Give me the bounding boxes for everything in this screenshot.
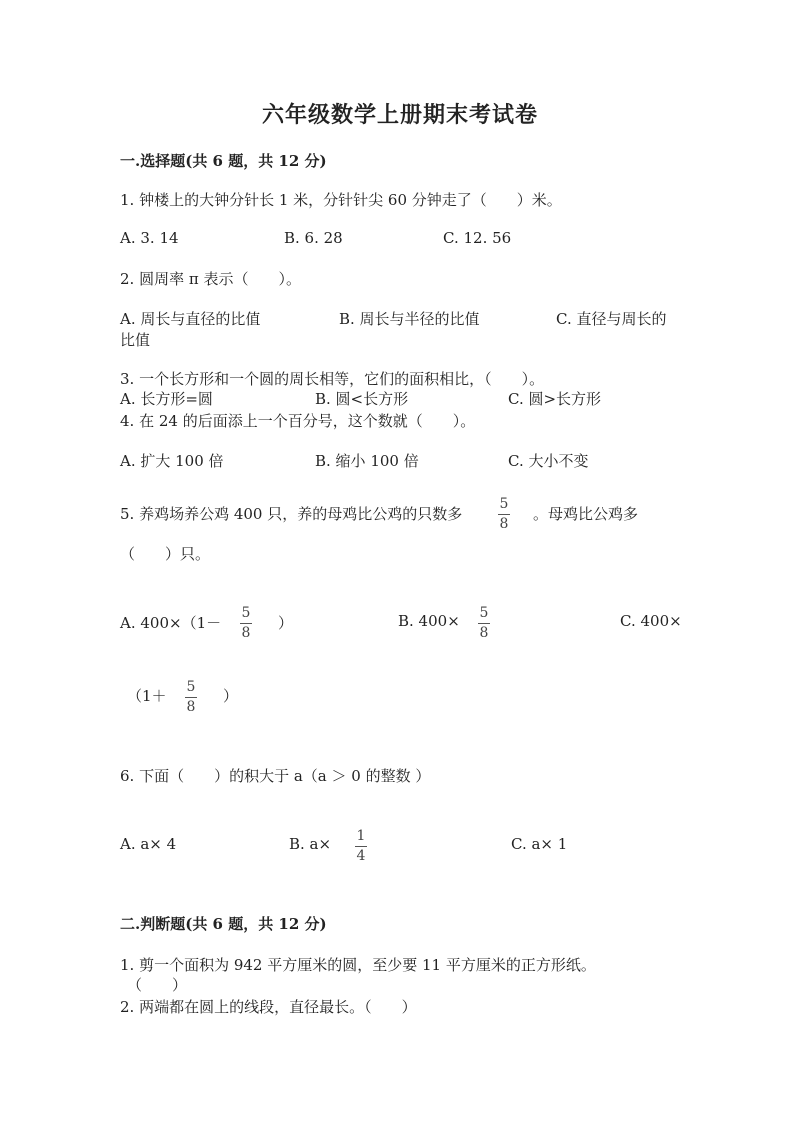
judgement-1-stem: 1. 剪一个面积为 942 平方厘米的圆，至少要 11 平方厘米的正方形纸。 [120, 956, 596, 974]
question-6-option-b: B. a× [289, 835, 332, 853]
question-5-stem-continued: 。母鸡比公鸡多 [533, 505, 639, 523]
question-4-option-a: A. 扩大 100 倍 [120, 452, 224, 470]
question-2-option-c-continued: 比值 [120, 331, 151, 349]
question-5-option-a: A. 400×（1－ [120, 614, 222, 632]
fraction-numerator: 1 [356, 828, 366, 844]
question-2-option-a: A. 周长与直径的比值 [120, 310, 261, 328]
fraction-bar [478, 623, 490, 624]
question-4-stem: 4. 在 24 的后面添上一个百分号，这个数就（ ）。 [120, 412, 476, 430]
question-5-option-a-fraction [240, 606, 252, 641]
judgement-2-stem: 2. 两端都在圆上的线段，直径最长。（ ） [120, 998, 417, 1016]
question-5-option-c: C. 400× [620, 612, 682, 630]
page-title: 六年级数学上册期末考试卷 [261, 102, 538, 128]
fraction-denominator: 4 [356, 848, 366, 864]
question-5-option-c-close: ） [223, 687, 239, 705]
question-3-stem: 3. 一个长方形和一个圆的周长相等，它们的面积相比，（ ）。 [120, 370, 545, 388]
fraction-denominator: 8 [499, 516, 509, 532]
question-5-option-b-fraction [478, 606, 490, 641]
question-6-option-c: C. a× 1 [511, 835, 568, 853]
question-5-stem: 5. 养鸡场养公鸡 400 只，养的母鸡比公鸡的只数多 [120, 505, 463, 523]
question-5-option-a-close: ） [278, 614, 294, 632]
question-5-option-c-fraction [185, 680, 197, 715]
question-2-stem: 2. 圆周率 π 表示（ ）。 [120, 270, 301, 288]
fraction-bar [185, 697, 197, 698]
question-4-option-c: C. 大小不变 [508, 452, 589, 470]
question-6-stem: 6. 下面（ ）的积大于 a（a ＞ 0 的整数 ） [120, 767, 431, 785]
question-6-option-b-fraction [355, 829, 367, 864]
judgement-1-blank: （ ） [127, 976, 188, 994]
question-5-fraction [498, 497, 510, 532]
question-5-option-b: B. 400× [398, 612, 460, 630]
fraction-numerator: 5 [479, 605, 489, 621]
fraction-numerator: 5 [186, 679, 196, 695]
question-2-option-c: C. 直径与周长的 [556, 310, 667, 328]
question-3-option-b: B. 圆<长方形 [315, 390, 409, 408]
question-1-option-a: A. 3. 14 [120, 229, 179, 247]
fraction-denominator: 8 [186, 699, 196, 715]
fraction-bar [240, 623, 252, 624]
question-2-option-b: B. 周长与半径的比值 [339, 310, 480, 328]
fraction-denominator: 8 [241, 625, 251, 641]
question-1-option-c: C. 12. 56 [443, 229, 512, 247]
question-3-option-a: A. 长方形=圆 [120, 390, 213, 408]
question-5-stem-blank: （ ）只。 [120, 545, 211, 563]
question-1-option-b: B. 6. 28 [284, 229, 343, 247]
question-1-stem: 1. 钟楼上的大钟分针长 1 米，分针针尖 60 分钟走了（ ）米。 [120, 191, 562, 209]
question-4-option-b: B. 缩小 100 倍 [315, 452, 419, 470]
section-heading-choice: 一.选择题(共 6 题，共 12 分) [120, 152, 327, 170]
fraction-bar [355, 846, 367, 847]
fraction-bar [498, 514, 510, 515]
question-5-option-c-continued: （1＋ [127, 687, 167, 705]
fraction-numerator: 5 [241, 605, 251, 621]
fraction-denominator: 8 [479, 625, 489, 641]
section-heading-judgement: 二.判断题(共 6 题，共 12 分) [120, 915, 327, 933]
question-6-option-a: A. a× 4 [120, 835, 177, 853]
question-3-option-c: C. 圆>长方形 [508, 390, 602, 408]
fraction-numerator: 5 [499, 496, 509, 512]
